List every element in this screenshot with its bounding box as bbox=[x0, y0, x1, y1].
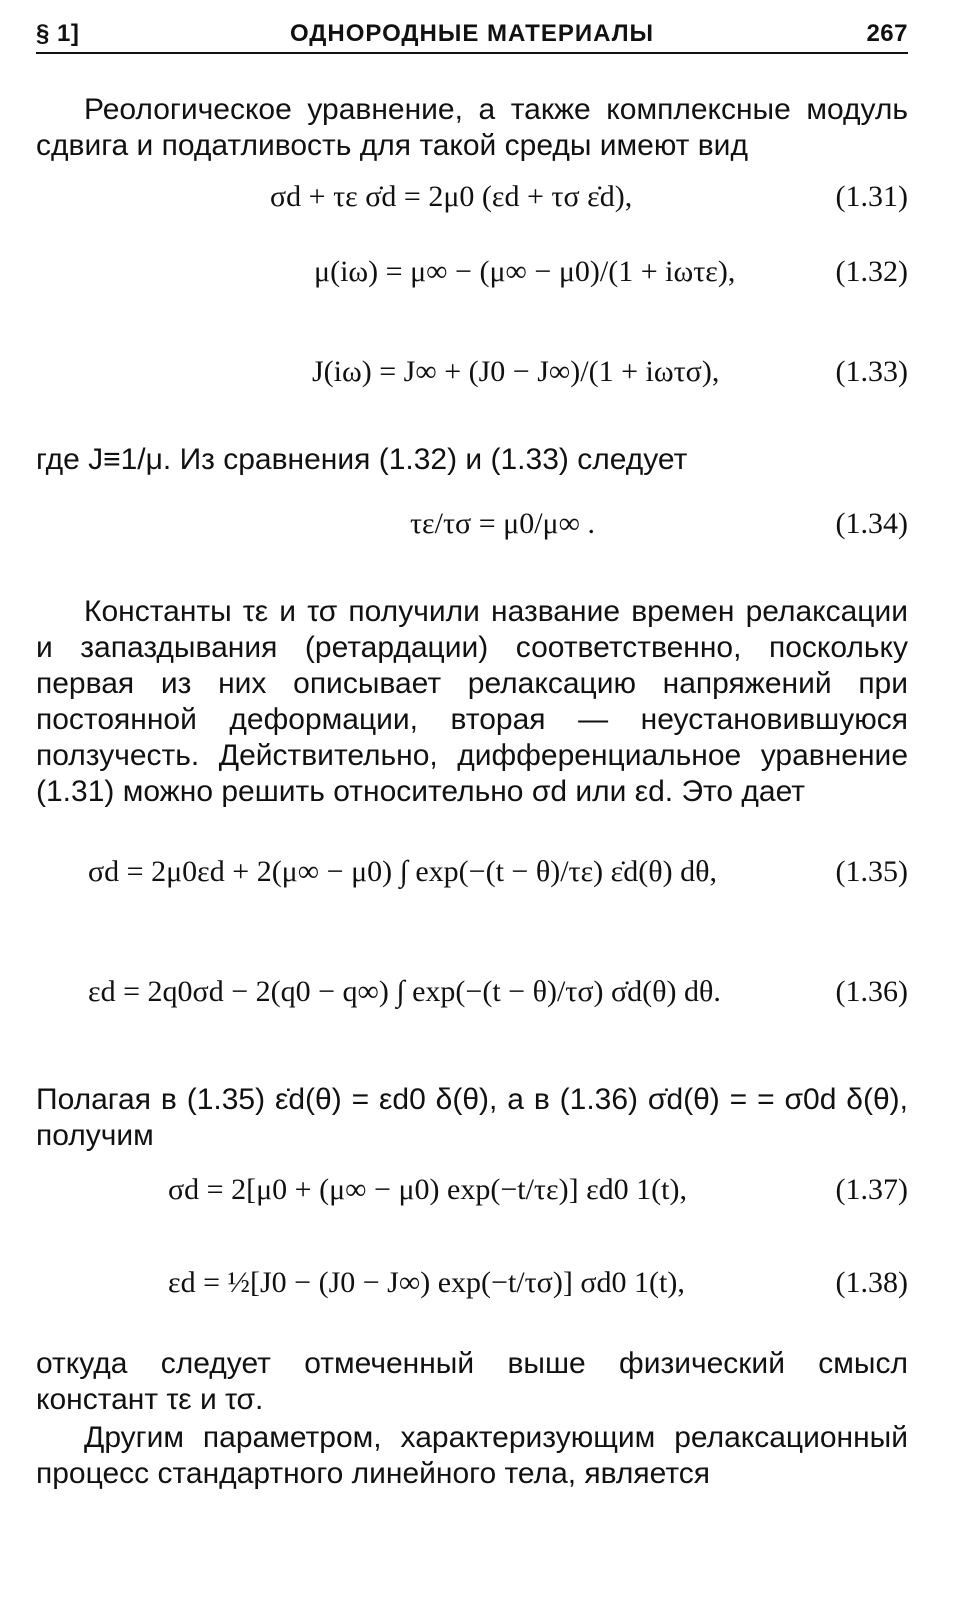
header-rule bbox=[36, 52, 908, 54]
paragraph-2: где J≡1/μ. Из сравнения (1.32) и (1.33) следует bbox=[36, 443, 688, 476]
equation-1-38-number: (1.38) bbox=[835, 1266, 908, 1299]
equation-1-36-text: εd = 2q0σd − 2(q0 − q∞) ∫ exp(−(t − θ)/τσ) σ̇d(θ) dθ. bbox=[88, 975, 721, 1008]
equation-1-37 bbox=[36, 1173, 908, 1206]
equation-1-34-text: τε/τσ = μ0/μ∞ . bbox=[410, 507, 596, 540]
equation-1-33-number: (1.33) bbox=[835, 355, 908, 388]
equation-1-32-number: (1.32) bbox=[835, 255, 908, 288]
equation-1-31 bbox=[36, 180, 908, 213]
page-number: 267 bbox=[866, 20, 908, 47]
equation-1-37-number: (1.37) bbox=[835, 1173, 908, 1206]
equation-1-33-text: J(iω) = J∞ + (J0 − J∞)/(1 + iωτσ), bbox=[312, 355, 720, 388]
equation-1-36-number: (1.36) bbox=[835, 975, 908, 1008]
equation-1-31-number: (1.31) bbox=[835, 180, 908, 213]
equation-1-37-text: σd = 2[μ0 + (μ∞ − μ0) exp(−t/τε)] εd0 1(t), bbox=[168, 1173, 687, 1206]
equation-1-34-number: (1.34) bbox=[835, 507, 908, 540]
equation-1-38 bbox=[36, 1266, 908, 1299]
paragraph-3: Константы τε и τσ получили название времен релаксации и запаздывания (ретардации) соответственно, поскольку первая из них описывает релаксацию напряжений при постоянной деформации, вторая — неустановившуюся ползучесть. Действительно, дифференциальное уравнение (1.31) можно решить относительно σd или εd. Это дает bbox=[36, 595, 908, 808]
equation-1-34 bbox=[36, 507, 908, 540]
equation-1-35-number: (1.35) bbox=[835, 855, 908, 888]
equation-1-32 bbox=[36, 255, 908, 288]
equation-1-35 bbox=[36, 855, 908, 888]
equation-1-38-text: εd = ½[J0 − (J0 − J∞) exp(−t/τσ)] σd0 1(t), bbox=[168, 1266, 685, 1299]
section-marker: § 1] bbox=[36, 20, 80, 47]
paragraph-6: Другим параметром, характеризующим релаксационный процесс стандартного линейного тела, является bbox=[36, 1421, 908, 1490]
equation-1-35-text: σd = 2μ0εd + 2(μ∞ − μ0) ∫ exp(−(t − θ)/τε) ε̇d(θ) dθ, bbox=[88, 855, 717, 888]
equation-1-31-text: σd + τε σ̇d = 2μ0 (εd + τσ ε̇d), bbox=[270, 180, 633, 213]
equation-1-36 bbox=[36, 975, 908, 1008]
paragraph-5: откуда следует отмеченный выше физический смысл констант τε и τσ. bbox=[36, 1347, 908, 1416]
equation-1-32-text: μ(iω) = μ∞ − (μ∞ − μ0)/(1 + iωτε), bbox=[314, 255, 736, 288]
equation-1-33 bbox=[36, 355, 908, 388]
running-title: ОДНОРОДНЫЕ МАТЕРИАЛЫ bbox=[289, 20, 655, 47]
paragraph-4: Полагая в (1.35) ε̇d(θ) = εd0 δ(θ), а в (1.36) σ̇d(θ) = = σ0d δ(θ), получим bbox=[36, 1083, 908, 1152]
running-header bbox=[36, 8, 908, 48]
paragraph-1: Реологическое уравнение, а также комплексные модуль сдвига и податливость для такой среды имеют вид bbox=[36, 93, 908, 162]
